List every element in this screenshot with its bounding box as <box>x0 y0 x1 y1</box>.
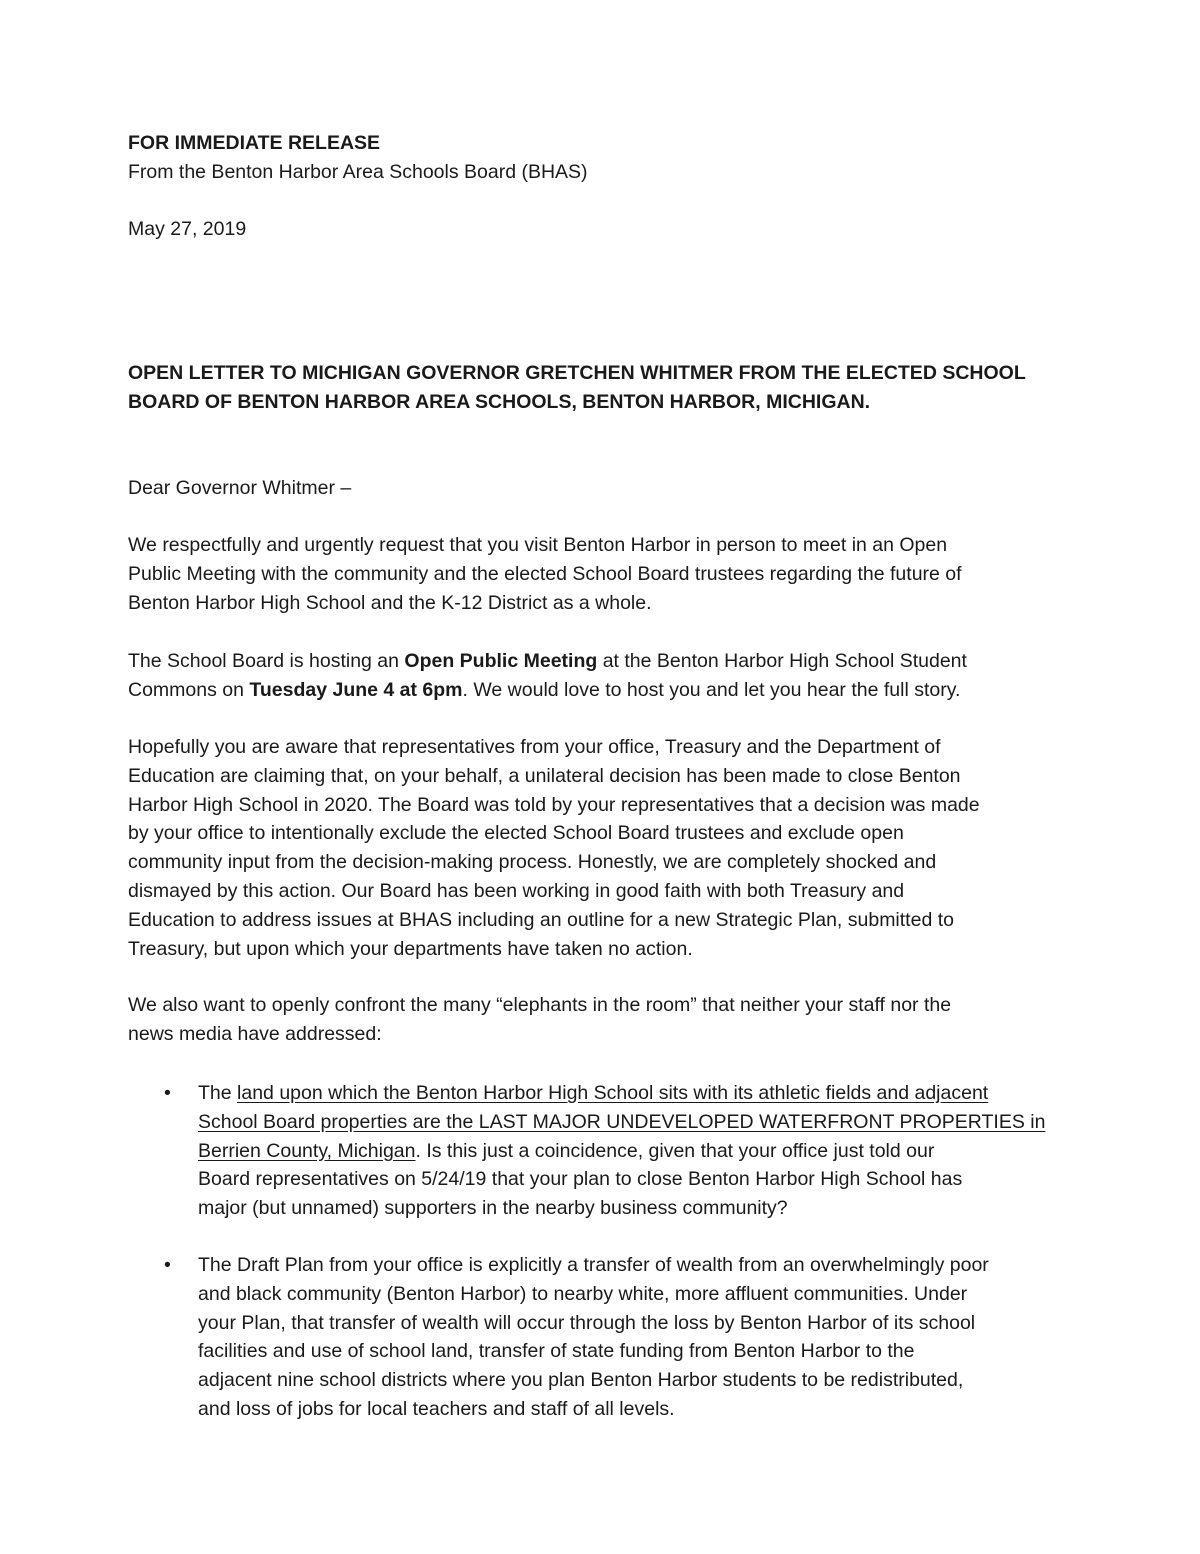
paragraph-3-line: community input from the decision-making process. Honestly, we are completely shocked and <box>128 851 937 874</box>
title-line-2: BOARD OF BENTON HARBOR AREA SCHOOLS, BENTON HARBOR, MICHIGAN. <box>128 391 871 413</box>
bullet-2-line: The Draft Plan from your office is explicitly a transfer of wealth from an overwhelmingly poor <box>198 1254 989 1276</box>
salutation: Dear Governor Whitmer – <box>128 477 352 499</box>
text-run: . We would love to host you and let you hear the full story. <box>462 678 961 701</box>
meeting-emphasis: Open Public Meeting <box>404 650 598 672</box>
bullet-1-line-5: major (but unnamed) supporters in the nearby business community? <box>198 1197 788 1220</box>
text-run: Commons on <box>128 678 250 701</box>
paragraph-1-line: Benton Harbor High School and the K-12 District as a whole. <box>128 591 652 614</box>
from-line: From the Benton Harbor Area Schools Board (BHAS) <box>128 161 588 183</box>
paragraph-2-line-2 <box>128 676 1088 705</box>
text-run: . Is this just a coincidence, given that your office just told our <box>415 1139 935 1162</box>
bullet-1-line-2 <box>198 1108 1098 1137</box>
paragraph-4-line: news media have addressed: <box>128 1022 382 1045</box>
bullet-2-line: facilities and use of school land, transfer of state funding from Benton Harbor to the <box>198 1340 915 1363</box>
paragraph-4-line: We also want to openly confront the many “elephants in the room” that neither your staff nor the <box>128 994 952 1016</box>
text-run: The School Board is hosting an <box>128 650 405 672</box>
paragraph-1-line: Public Meeting with the community and the elected School Board trustees regarding the future of <box>128 562 962 585</box>
underlined-text: land upon which the Benton Harbor High School sits with its athletic fields and adjacent <box>237 1082 989 1104</box>
bullet-2-line: adjacent nine school districts where you plan Benton Harbor students to be redistributed, <box>198 1369 964 1392</box>
meeting-date-emphasis: Tuesday June 4 at 6pm <box>249 678 463 701</box>
paragraph-3-line: Harbor High School in 2020. The Board was told by your representatives that a decision was made <box>128 793 980 816</box>
bullet-icon: • <box>164 1082 171 1104</box>
paragraph-2 <box>128 647 1088 705</box>
paragraph-1 <box>128 531 1088 617</box>
bullet-item-1 <box>198 1079 1098 1223</box>
bullet-item-2 <box>198 1251 1098 1424</box>
bullet-icon: • <box>164 1254 171 1276</box>
bullet-1-line-4: Board representatives on 5/24/19 that your plan to close Benton Harbor High School has <box>198 1168 963 1191</box>
paragraph-3-line: Hopefully you are aware that representatives from your office, Treasury and the Department of <box>128 736 941 758</box>
paragraph-2-line-1 <box>128 647 1088 676</box>
date-line: May 27, 2019 <box>128 218 247 240</box>
paragraph-3-line: Education to address issues at BHAS including an outline for a new Strategic Plan, submitted to <box>128 908 954 931</box>
release-label: FOR IMMEDIATE RELEASE <box>128 132 381 154</box>
bullet-1-line-3 <box>198 1137 1098 1166</box>
paragraph-3-line: by your office to intentionally exclude the elected School Board trustees and exclude open <box>128 822 904 845</box>
bullet-2-line: your Plan, that transfer of wealth will occur through the loss by Benton Harbor of its school <box>198 1311 976 1334</box>
bullet-2-line: and black community (Benton Harbor) to nearby white, more affluent communities. Under <box>198 1282 968 1305</box>
paragraph-3-line: dismayed by this action. Our Board has been working in good faith with both Treasury and <box>128 879 905 902</box>
paragraph-3-line: Education are claiming that, on your behalf, a unilateral decision has been made to close Benton <box>128 764 961 787</box>
bullet-2-line: and loss of jobs for local teachers and staff of all levels. <box>198 1397 675 1420</box>
paragraph-1-line: We respectfully and urgently request that you visit Benton Harbor in person to meet in an Open <box>128 534 948 556</box>
paragraph-4 <box>128 991 1088 1049</box>
paragraph-3 <box>128 733 1088 963</box>
paragraph-3-line: Treasury, but upon which your departments have taken no action. <box>128 937 693 960</box>
bullet-1-line-1 <box>198 1079 1098 1108</box>
underlined-text: School Board properties are the LAST MAJOR UNDEVELOPED WATERFRONT PROPERTIES in <box>198 1110 1046 1133</box>
underlined-text: Berrien County, Michigan <box>198 1139 416 1162</box>
title-line-1: OPEN LETTER TO MICHIGAN GOVERNOR GRETCHEN WHITMER FROM THE ELECTED SCHOOL <box>128 362 1026 384</box>
text-run: at the Benton Harbor High School Student <box>597 650 967 672</box>
text-run: The <box>198 1082 238 1104</box>
